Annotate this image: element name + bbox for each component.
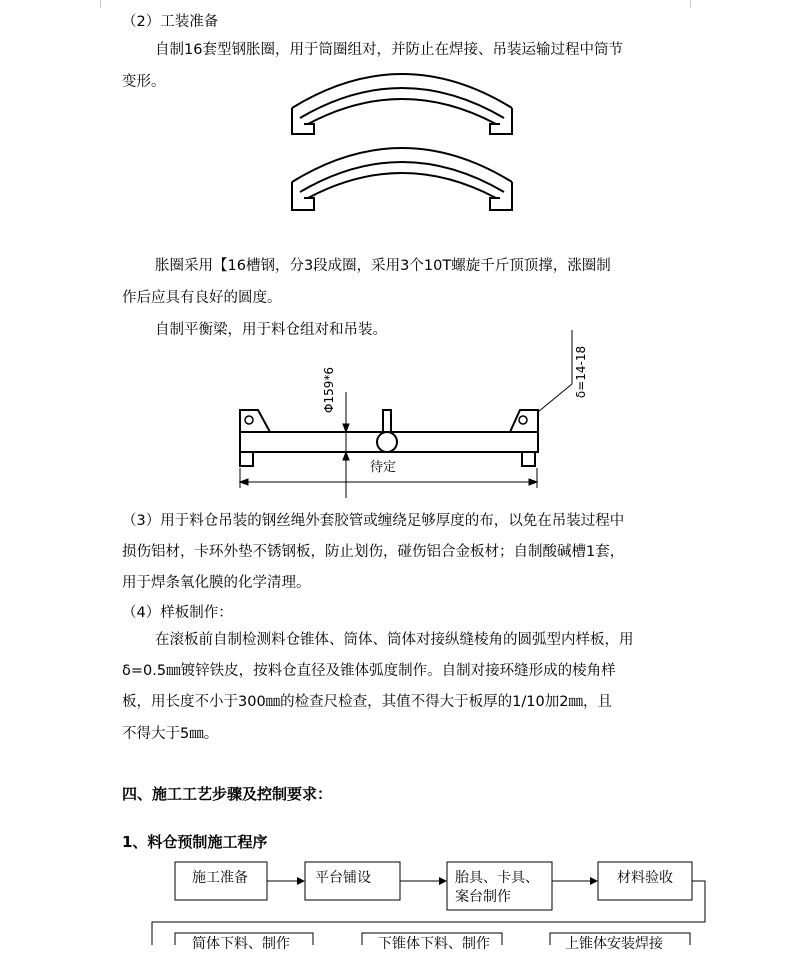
paragraph-line: 变形。	[122, 74, 166, 90]
paragraph-line: 在滚板前自制检测料仓锥体、筒体、筒体对接纵缝棱角的圆弧型内样板，用	[155, 632, 634, 648]
paragraph-line: 板，用长度不小于300㎜的检查尺检查，其值不得大于板厚的1/10加2㎜，且	[122, 694, 612, 710]
paragraph-line: 用于焊条氧化膜的化学清理。	[122, 575, 311, 591]
flow-box-lower-cone-label: 下锥体下料、制作	[378, 936, 490, 952]
paragraph-line: 损伤铝材，卡环外垫不锈钢板，防止划伤，碰伤铝合金板材；自制酸碱槽1套，	[122, 544, 625, 560]
beam-diameter-label: Φ159*6	[322, 367, 336, 413]
beam-thickness-label: δ=14-18	[574, 345, 588, 399]
subsection-1-heading: 1、料仓预制施工程序	[122, 833, 268, 851]
section-heading-tooling: （2）工装准备	[122, 14, 219, 30]
flow-box-upper-cone-label: 上锥体安装焊接	[565, 936, 663, 952]
paragraph-line: 不得大于5㎜。	[122, 726, 219, 742]
beam-length-label: 待定	[370, 460, 397, 475]
paragraph-line: 自制16套型钢胀圈，用于筒圈组对，并防止在焊接、吊装运输过程中筒节	[155, 42, 623, 58]
flow-box-material-label: 材料验收	[617, 870, 673, 886]
flow-box-prep-label: 施工准备	[192, 870, 248, 886]
page-corner-mark-right	[690, 0, 691, 8]
paragraph-line: 胀圈采用【16槽钢，分3段成圈，采用3个10T螺旋千斤顶顶撑，涨圈制	[155, 258, 611, 274]
paragraph-line: 自制平衡梁，用于料仓组对和吊装。	[155, 322, 387, 338]
flow-box-platform-label: 平台铺设	[315, 870, 371, 886]
section-heading-template: （4）样板制作：	[122, 605, 233, 621]
page-corner-mark-left	[100, 0, 101, 8]
beam-body	[240, 432, 538, 452]
paragraph-line: 作后应具有良好的圆度。	[122, 290, 282, 306]
flow-box-cylinder-label: 简体下料、制作	[192, 936, 290, 952]
section-4-heading: 四、施工工艺步骤及控制要求：	[122, 785, 333, 803]
flow-box-jig-label-1: 胎具、卡具、	[455, 870, 539, 886]
paragraph-line: δ=0.5㎜镀锌铁皮，按料仓直径及锥体弧度制作。自制对接环缝形成的棱角样	[122, 663, 616, 679]
paragraph-line: （3）用于料仓吊装的钢丝绳外套胶管或缠绕足够厚度的布，以免在吊装过程中	[122, 513, 625, 529]
flow-box-jig-label-2: 案台制作	[455, 889, 511, 905]
